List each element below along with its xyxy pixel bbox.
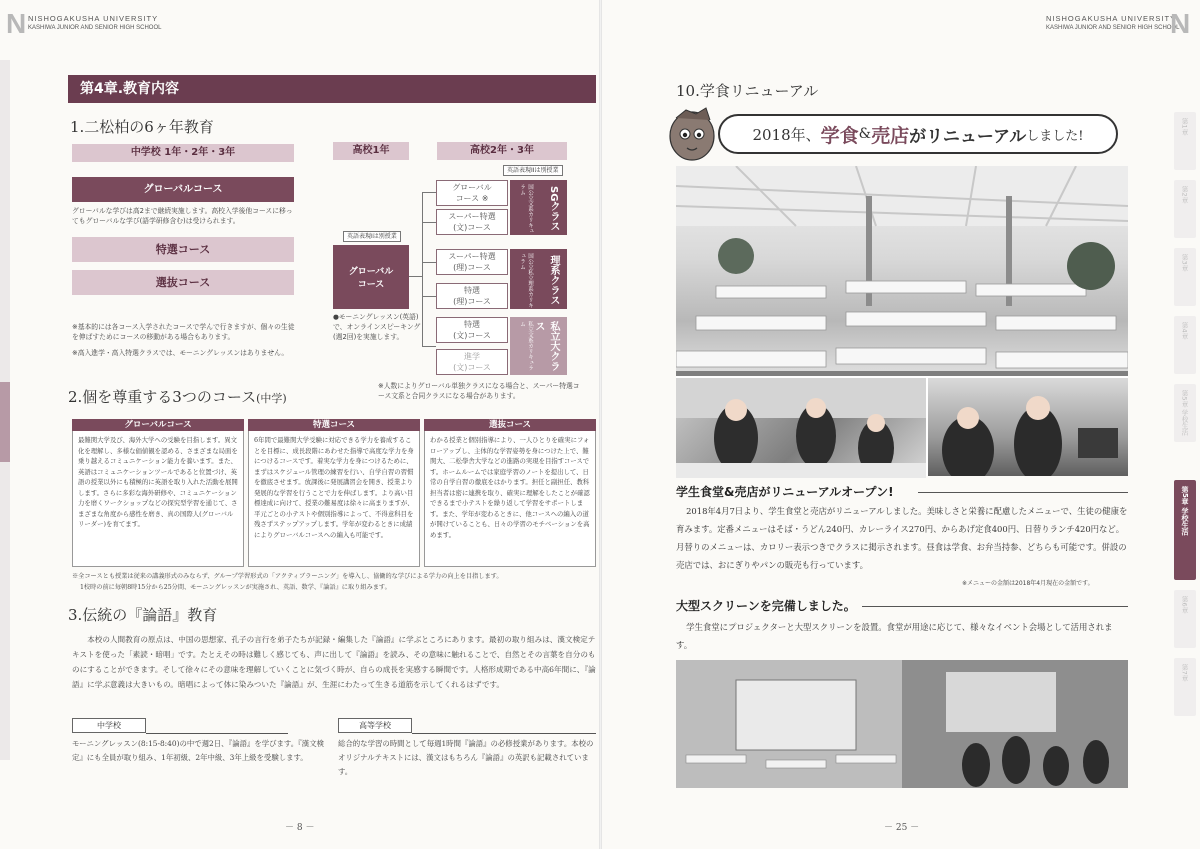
left-side-tab-active: [0, 382, 10, 462]
chapter-title: 第4章.教育内容: [68, 75, 596, 103]
note-active-learning: ※全コースとも授業は従来の講義形式のみならず、グループ学習形式の「アクティブラーニング」を導入し、協働的な学びによる学力の向上を目指します。: [72, 573, 503, 580]
university-name: NISHOGAKUSHA UNIVERSITY: [28, 14, 159, 23]
section3-title: 3.伝統の『論語』教育: [68, 606, 218, 624]
banner-year: 2018年、: [752, 125, 821, 144]
connector-line: [422, 262, 423, 346]
banner-amp: &: [858, 126, 872, 142]
course-col-tokusen: [248, 419, 420, 567]
screen-text: 学生食堂にプロジェクターと大型スクリーンを設置。食堂が用途に応じて、様々なイベント会場として活用されます。: [676, 622, 1113, 650]
screen-title: 大型スクリーンを完備しました。: [676, 599, 856, 613]
course-col-body: [72, 431, 244, 567]
class-sg-label: SGクラス: [548, 186, 559, 232]
connector-line: [422, 262, 436, 263]
course-col-head: 特選コース: [248, 419, 420, 431]
side-tab: [1174, 590, 1196, 648]
class-ri-label: 理系クラス: [548, 255, 559, 305]
logo-icon: N: [6, 8, 27, 39]
page-number-left: － 8 －: [285, 823, 315, 833]
connector-line: [422, 296, 436, 297]
note-morning-lesson: ※高入進学・高入特選クラスでは、モーニングレッスンはありません。: [72, 349, 289, 357]
course-col-text: 最難関大学及び、海外大学への受験を目指します。異文化を理解し、多様な価値観を認める、さまざまな局面を乗り越えるコミュニケーション能力を養います。また、英語はコミュニケーションツールであると位置づけ、英語の授業以外にも積極的に英語を取り入れた活動を展開します。さらに多彩な海外研修や、コミュニケーション力を磨くワークショップなどの探究型学習を通じて、さまざまな角度から感性を磨き、真の国際人(グローバルリーダー)を育てます。: [78, 436, 238, 528]
course-col-senbatsu: [424, 419, 596, 567]
course-col-text: 6年間で最難関大学受験に対応できる学力を養成することを目標に、成長段階にあわせた指導で高度な学力を身につけるコースです。着実な学力を身につけるために、まずはスケジュール管理の練習を行い、自学自習の習慣を徹底させます。放課後に発展講習会を開き、授業より発展的な学習を行うことで力を伸ばします。より高い目標達成に向けて、授業の難易度は徐々に高まりますが、平元ごとの小テストや個別指導によって、不得意科目を残さずステップアップします。学年が変わるときに成績によりグローバルコースへの編入も可能です。: [254, 436, 414, 539]
dining-photo-right: [926, 376, 1128, 476]
renewal-open-rule: [918, 492, 1128, 493]
side-tab-label: 第4章: [1180, 322, 1189, 340]
note-morning-time: 1校時の前に毎朝8時15分から25分間、モーニングレッスンが実施され、英語、数学、『論語』に取り組みます。: [80, 584, 391, 591]
section1-title: 1.二松柏の6ヶ年教育: [70, 118, 214, 136]
cafeteria-section-title: 10.学食リニューアル: [676, 82, 819, 100]
connector-line: [422, 222, 436, 223]
renewal-banner: [718, 114, 1118, 154]
tokusen-course-bar: 特選コース: [72, 237, 294, 262]
renewal-open-title: 学生食堂&売店がリニューアルオープン!: [676, 485, 894, 499]
note-course-move: ※基本的には各コース入学されたコースで学んで行きますが、個々の生徒を伸ばすためにコースの移動がある場合もあります。: [72, 323, 295, 341]
jhs-rule: [146, 733, 288, 734]
side-tab-label: 第5章 学校生活: [1180, 390, 1189, 436]
box-tokusen-ri: 特選 (理)コース: [436, 283, 508, 309]
price-note: ※メニューの金額は2018年4月現在の金額です。: [962, 580, 1094, 587]
screen-rule: [862, 606, 1128, 607]
course-columns: [72, 419, 596, 567]
screen-photo: [676, 660, 1128, 788]
course-col-head: 選抜コース: [424, 419, 596, 431]
section2-title-main: 2.個を尊重する3つのコース: [68, 388, 257, 406]
hs-text: 総合的な学習の時間として毎週1時間『論語』の必修授業があります。本校のオリジナルテキストには、漢文はもちろん『論語』の英訳も記載されています。: [338, 739, 594, 776]
course-col-global: [72, 419, 244, 567]
jhs-header: 中学校 1年・2年・3年: [72, 144, 294, 162]
page-fold: [599, 0, 602, 849]
class-sg-sub: 国公立文系カリキュラム: [519, 184, 533, 234]
hs1-header: 高校1年: [333, 142, 409, 160]
box-tokusen-bun: 特選 (文)コース: [436, 317, 508, 343]
banner-baiten: 売店: [871, 124, 910, 147]
box-global: グローバル コース ※: [436, 180, 508, 206]
school-name: KASHIWA JUNIOR AND SENIOR HIGH SCHOOL: [1046, 25, 1180, 31]
side-tab-label: 第7章: [1180, 664, 1189, 682]
renewal-open-text: 2018年4月7日より、学生食堂と売店がリニューアルしました。美味しさと栄養に配慮したメニューで、生徒の健康を育みます。定番メニューはそば・うどん240円、カレーライス270円、からあげ定食400円、日替りランチ420円など。月替りのメニューは、カロリー表示つきでクラスに掲示されます。昼食は学食、お弁当持参、どちらも可能です。併設の売店では、おにぎりやパンの販売も行っています。: [676, 506, 1128, 570]
side-tab-label: 第6章: [1180, 596, 1189, 614]
hs-label: 高等学校: [338, 718, 412, 733]
mascot-icon: [662, 104, 722, 164]
global-course-desc: グローバルな学びは高2まで継続実施します。高校入学後他コースに移ってもグローバルな学び(語学研修含む)は受けられます。: [72, 207, 293, 225]
course-col-body: [424, 431, 596, 567]
class-shiritsu-sub: 私立文系カリキュラム: [519, 321, 533, 371]
section2-title: [68, 386, 287, 407]
side-tab-active: [1174, 480, 1196, 580]
side-tab: [1174, 384, 1196, 442]
global-course-bar: グローバルコース: [72, 177, 294, 202]
class-shiritsu: [510, 317, 567, 375]
dining-photo-right-illustration: [928, 378, 1128, 476]
logo-icon: N: [1170, 8, 1191, 39]
class-shiritsu-label: 私立大クラス: [533, 321, 559, 371]
banner-renewal: がリニューアル: [909, 126, 1027, 147]
hs23-header: 高校2年・3年: [437, 142, 567, 160]
dining-photo-left-illustration: [676, 378, 926, 478]
rongo-body: 本校の人間教育の原点は、中国の思想家、孔子の言行を弟子たちが記録・編集した『論語』に学ぶところにあります。最初の取り組みは、漢文検定テキストを使った「素読・暗唱」です。たとえその時は難しく感じても、声に出して『論語』を読み、その意味に触れることで、自然とその言葉を自分のものにすることができます。そして徐々にその意味を理解していくことに気づく時が、自らの成長を実感する瞬間です。人格形成期である中高6年間に、『論語』に学ぶ意義は大きいもの。暗唱によって体に染みついた『論語』が、生涯にわたって生きる道筋を示してくれるはずです。: [72, 635, 596, 689]
class-ri-sub: 国公立私立理系カリキュラム: [519, 253, 533, 308]
hs-rule: [412, 733, 596, 734]
screen-photo-illustration: [676, 660, 1128, 788]
class-ri: [510, 249, 567, 309]
section2-title-suffix: (中学): [256, 392, 287, 405]
box-shingaku-bun: 進学 (文)コース: [436, 349, 508, 375]
banner-done: しました!: [1026, 128, 1084, 144]
side-tab-label: 第2章: [1180, 186, 1189, 204]
connector-line: [422, 192, 436, 193]
box-super-ri: スーパー特選 (理)コース: [436, 249, 508, 275]
tag-eigo-1: 英語表現Iは別授業: [343, 231, 401, 242]
note-class-merge: ※人数によりグローバル単独クラスになる場合と、スーパー特選コース文系と合同クラスになる場合があります。: [378, 382, 580, 400]
side-tab: [1174, 316, 1196, 374]
box-super-bun: スーパー特選 (文)コース: [436, 209, 508, 235]
side-tab-active-label: 第5章 学校生活: [1181, 486, 1189, 536]
side-tab: [1174, 658, 1196, 716]
tag-eigo-2: 英語表現IIは別授業: [503, 165, 563, 176]
course-col-body: [248, 431, 420, 567]
university-name: NISHOGAKUSHA UNIVERSITY: [1046, 14, 1177, 23]
jhs-text: モーニングレッスン(8:15-8:40)の中で週2日、『論語』を学びます。『漢文検定』にも全員が取り組み、1年初級、2年中級、3年上級を受験します。: [72, 739, 324, 762]
connector-line: [422, 346, 436, 347]
course-col-text: わかる授業と個別指導により、一人ひとりを確実にフォローアップし、主体的な学習姿勢を身につけた上で、難関大、二松學舎大学などの進路の実現を目指すコースです。ホームルームでは家庭学習のノートを提出して、日常の自学自習の徹底をはかります。担任と副担任、教科担当者は密に連携を取り、確実に理解をしたことが確認できるまで小テストを繰り返して学習をサポートします。また、学年が変わるときに、他コースへの編入の道が開けていることも、日々の学習のモチベーションを高めます。: [430, 436, 590, 539]
side-tab-label: 第3章: [1180, 254, 1189, 272]
morning-online-note: ●モーニングレッスン(英語)で、オンラインスピーキング(週2回)を実施します。: [333, 313, 421, 341]
side-tab: [1174, 180, 1196, 238]
jhs-label: 中学校: [72, 718, 146, 733]
side-tab: [1174, 112, 1196, 170]
dining-photo-left: [676, 376, 926, 478]
banner-gakushoku: 学食: [820, 124, 859, 147]
hs1-global-box: グローバル コース: [333, 245, 409, 309]
course-col-head: グローバルコース: [72, 419, 244, 431]
side-tab-label: 第1章: [1180, 118, 1189, 136]
class-sg: [510, 180, 567, 235]
page-number-right: － 25 －: [884, 823, 920, 833]
side-tab: [1174, 248, 1196, 306]
school-name: KASHIWA JUNIOR AND SENIOR HIGH SCHOOL: [28, 25, 162, 31]
senbatsu-course-bar: 選抜コース: [72, 270, 294, 295]
connector-line: [409, 276, 423, 277]
